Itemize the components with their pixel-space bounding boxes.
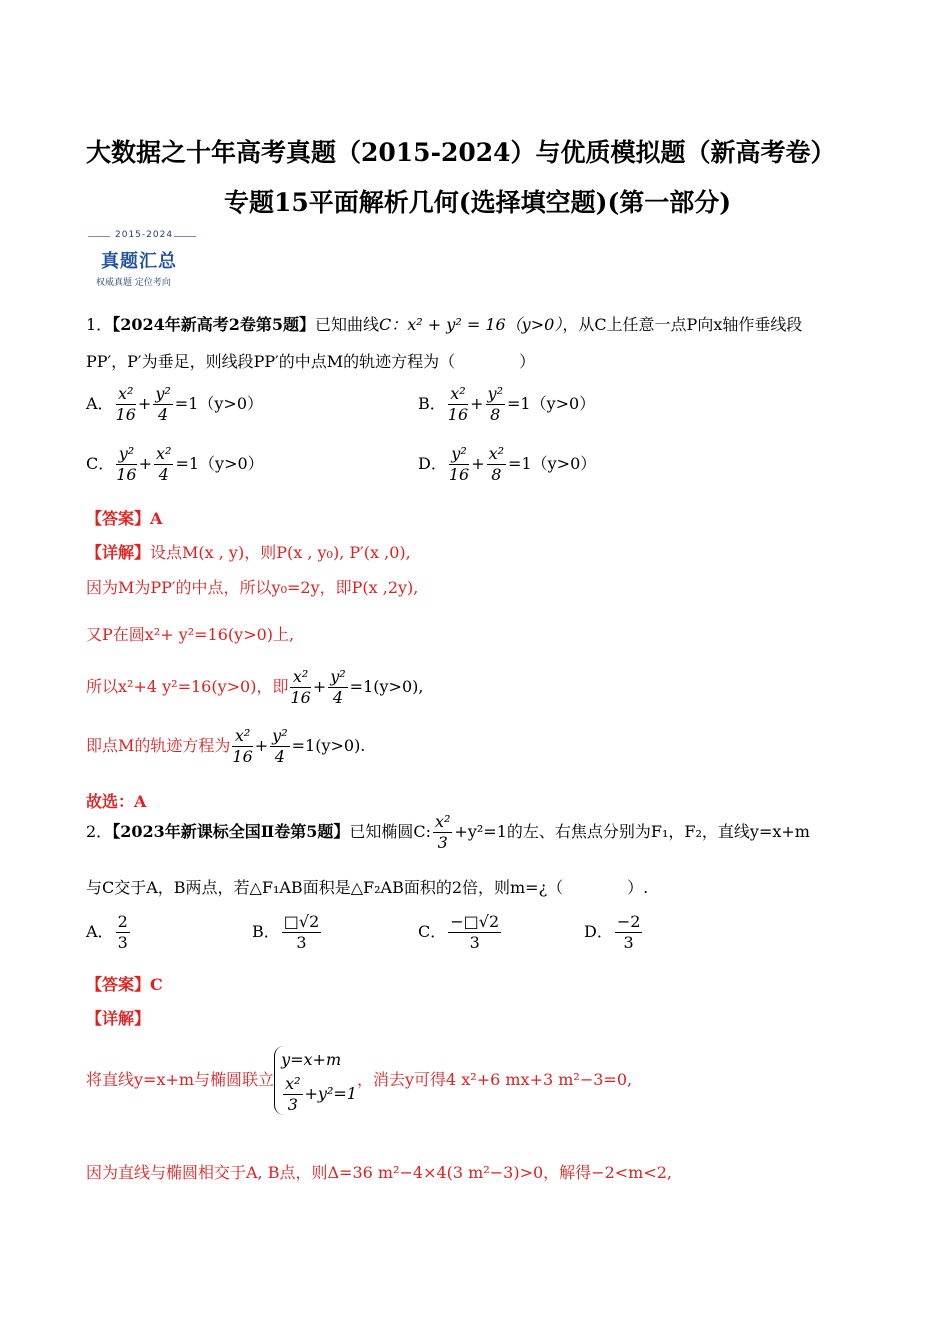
q1-step-4b: =1(y>0), (349, 677, 424, 696)
frac-den: 16 (232, 747, 253, 766)
frac-den: 4 (158, 465, 169, 484)
frac-num: x² (116, 384, 136, 405)
option-label: C． (86, 454, 115, 473)
q2-option-a[interactable] (86, 912, 132, 953)
q1-step-5a: 即点M的轨迹方程为 (86, 736, 231, 755)
q1-step-5b: =1(y>0). (291, 736, 366, 755)
system-eq-1: y=x+m (281, 1050, 342, 1069)
frac-den: 4 (332, 688, 344, 707)
q2-source: 【2023年新课标全国Ⅱ卷第5题】 (112, 822, 350, 841)
q1-number: 1． (86, 315, 113, 334)
option-tail: =1（y>0） (506, 394, 596, 413)
badge-year: 2015-2024 (115, 230, 174, 240)
frac-num: y² (155, 384, 171, 403)
q1-option-c[interactable]: C． $\frac{\text{y²}}{16}$ + $\frac{\text{x²}}{4}$ =1（y>0） (86, 444, 264, 484)
frac-num: −□√2 (450, 912, 500, 931)
option-label: B． (252, 922, 280, 941)
q2-step-1 (86, 1046, 632, 1115)
q1-stem-line1 (86, 312, 802, 335)
q1-option-a[interactable]: A． $\frac{\text{x²}}{16}$ + $\frac{\text{y²}}{4}$ =1（y>0） (86, 384, 263, 424)
q2-text-a: 已知椭圆C: (349, 822, 431, 841)
q2-option-b[interactable] (252, 912, 323, 953)
option-label: A． (86, 922, 114, 941)
q2-option-c[interactable] (418, 912, 503, 953)
q1-answer: 【答案】A (86, 509, 163, 528)
badge-rule-left (88, 236, 110, 237)
frac-num: □√2 (283, 912, 320, 931)
q1-conclusion: 故选：A (86, 792, 147, 811)
option-label: A． (86, 394, 114, 413)
frac-den: 8 (491, 465, 502, 484)
frac-den: 3 (623, 933, 634, 952)
frac-den: 8 (490, 405, 501, 424)
q1-step-1: 设点M(x , y)，则P(x , y₀), P′(x ,0), (150, 543, 411, 562)
option-label: D． (584, 922, 613, 941)
q2-step-1b: ，消去y可得4 x²+6 mx+3 m²−3=0, (356, 1070, 633, 1089)
option-label: C． (418, 922, 447, 941)
frac-num: y² (487, 384, 503, 403)
frac-num: x² (285, 1074, 301, 1093)
frac-den: 16 (116, 465, 137, 484)
badge-subtitle: 权威真题 定位考向 (96, 278, 171, 288)
frac-den: 16 (290, 688, 311, 707)
frac-den: 3 (296, 933, 307, 952)
q1-equation: x² + y² = 16（y>0） (407, 315, 563, 334)
frac-num: 2 (117, 912, 128, 931)
option-label: B． (418, 394, 446, 413)
q1-text: 已知曲线 (315, 315, 380, 334)
frac-num: y² (449, 444, 469, 465)
frac-num: x² (488, 444, 505, 463)
frac-num: x² (156, 444, 172, 463)
frac-num: −2 (616, 912, 641, 931)
q1-text-b: ，从C上任意一点P向x轴作垂线段 (562, 315, 803, 334)
q2-step-2: 因为直线与椭圆相交于A, B点，则Δ=36 m²−4×4(3 m²−3)>0，解得−2<m<2, (86, 1163, 672, 1182)
q1-step-4a: 所以x²+4 y²=16(y>0)，即 (86, 677, 289, 696)
q1-option-d[interactable]: D． $\frac{\text{y²}}{16}$ + $\frac{\text{x²}}{8}$ =1（y>0） (418, 444, 597, 484)
q2-detail-label: 【详解】 (86, 1009, 151, 1028)
q2-stem-line1 (86, 812, 810, 853)
frac-den: 3 (117, 933, 128, 952)
frac-num: x² (448, 384, 468, 405)
q1-detail-label: 【详解】 (86, 543, 151, 562)
system-eq-2-tail: +y²=1 (304, 1084, 357, 1103)
option-tail: =1（y>0） (175, 454, 264, 473)
q1-option-b[interactable]: B． $\frac{\text{x²}}{16}$ + $\frac{\text{y²}}{8}$ =1（y>0） (418, 384, 596, 424)
q2-stem-line2: 与C交于A，B两点，若△F₁AB面积是△F₂AB面积的2倍，则m=¿（ ）. (86, 878, 649, 897)
main-title: 大数据之十年高考真题（2015-2024）与优质模拟题（新高考卷） (86, 138, 836, 167)
q2-option-d[interactable] (584, 912, 644, 953)
badge-title: 真题汇总 (101, 251, 177, 272)
frac-num: x² (290, 667, 310, 688)
q1-step-5: 即点M的轨迹方程为 $\frac{\text{x²}}{16}$ + $\frac{\text{y²}}{4}$ =1(y>0). (86, 726, 366, 766)
option-tail: =1（y>0） (174, 394, 263, 413)
q2-number: 2． (86, 822, 113, 841)
frac-den: 16 (447, 405, 469, 424)
q1-source: 【2024年新高考2卷第5题】 (112, 315, 315, 334)
frac-num: y² (272, 726, 288, 745)
frac-num: x² (434, 812, 451, 831)
frac-den: 3 (287, 1095, 298, 1114)
frac-den: 3 (437, 833, 448, 852)
frac-den: 16 (448, 465, 470, 484)
frac-den: 4 (274, 747, 285, 766)
q2-step-1a: 将直线y=x+m与椭圆联立 (86, 1070, 275, 1089)
frac-den: 16 (115, 405, 136, 424)
option-tail: =1（y>0） (508, 454, 597, 473)
frac-den: 4 (157, 405, 169, 424)
q1-curve: C： (379, 315, 408, 334)
section-badge (88, 228, 198, 292)
equation-system (274, 1046, 357, 1115)
q2-answer: 【答案】C (86, 975, 163, 994)
badge-rule-right (174, 236, 196, 237)
frac-num: y² (330, 667, 346, 686)
q1-step-3: 又P在圆x²+ y²=16(y>0)上, (86, 625, 295, 644)
q1-step-4: 所以x²+4 y²=16(y>0)，即 $\frac{\text{x²}}{16}$ + $\frac{\text{y²}}{4}$ =1(y>0), (86, 667, 424, 707)
frac-num: y² (116, 444, 136, 465)
q1-stem-line2: PP′，P′为垂足，则线段PP′的中点M的轨迹方程为（ ） (86, 352, 536, 371)
q1-step-2: 因为M为PP′的中点，所以y₀=2y，即P(x ,2y), (86, 578, 419, 597)
frac-den: 3 (469, 933, 480, 952)
option-label: D． (418, 454, 447, 473)
sub-title: 专题15平面解析几何(选择填空题)(第一部分) (224, 188, 732, 217)
q1-detail-1 (86, 540, 411, 563)
frac-num: x² (232, 726, 252, 747)
q2-text-b: +y²=1的左、右焦点分别为F₁，F₂，直线y=x+m (454, 822, 810, 841)
